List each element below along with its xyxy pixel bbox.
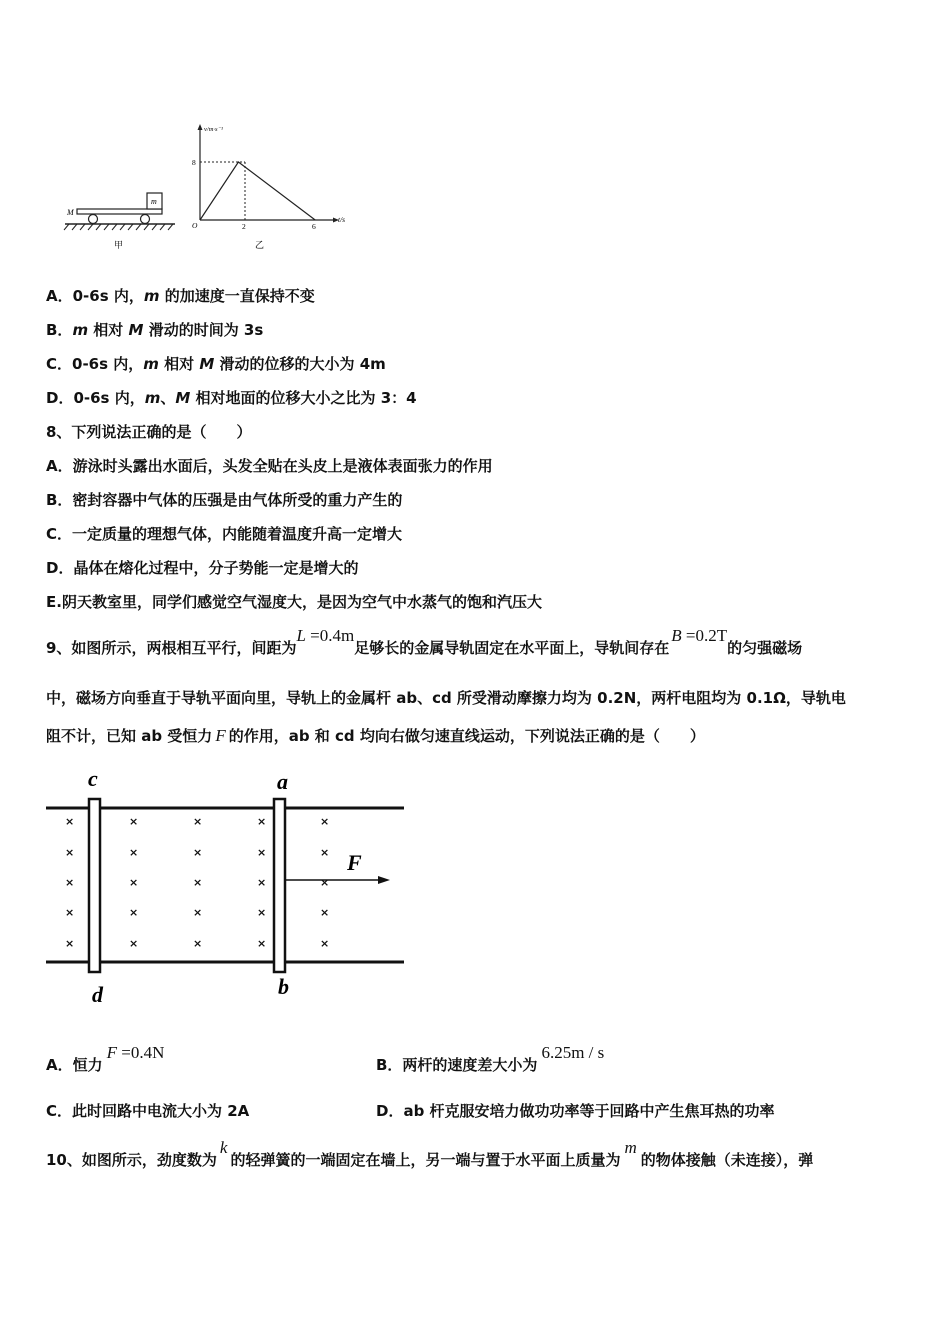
ground-hatch (64, 224, 173, 230)
label-m: m (151, 197, 157, 206)
q9-option-a: A．恒力F =0.4N (46, 1043, 165, 1074)
field-x: × (320, 815, 330, 828)
rod-cd (89, 799, 100, 972)
y-axis-label: v/m·s⁻¹ (204, 126, 223, 133)
label-d: d (92, 982, 103, 1007)
x-axis-label: t/s (338, 215, 346, 224)
force-label-F: F (347, 850, 362, 875)
field-x: × (65, 815, 75, 828)
q7-option-b: B．m 相对 M 滑动的时间为 3s (46, 321, 264, 339)
magnetic-field-marks (65, 815, 329, 950)
tick-y-8: 8 (192, 158, 196, 167)
tick-x-6: 6 (312, 222, 316, 231)
rod-ab (274, 799, 285, 972)
q8-option-d: D．晶体在熔化过程中，分子势能一定是增大的 (46, 559, 359, 577)
field-x: × (320, 937, 330, 950)
field-x: × (129, 876, 139, 889)
q7-option-d: D．0-6s 内，m、M 相对地面的位移大小之比为 3：4 (46, 389, 417, 407)
figure-7 (55, 118, 365, 258)
field-x: × (129, 846, 139, 859)
field-x: × (65, 876, 75, 889)
label-M: M (67, 208, 74, 217)
q7-option-a: A．0-6s 内，m 的加速度一直保持不变 (46, 287, 315, 305)
field-x: × (65, 846, 75, 859)
q7-option-c: C．0-6s 内，m 相对 M 滑动的位移的大小为 4m (46, 355, 386, 373)
q8-option-e: E.阴天教室里，同学们感觉空气湿度大，是因为空气中水蒸气的饱和汽压大 (46, 593, 542, 611)
field-x: × (320, 906, 330, 919)
q8-option-a: A．游泳时头露出水面后，头发全贴在头皮上是液体表面张力的作用 (46, 457, 493, 475)
field-x: × (193, 876, 203, 889)
q8-option-c: C．一定质量的理想气体，内能随着温度升高一定增大 (46, 525, 403, 543)
figure-yi-chart (192, 124, 345, 251)
vt-line (200, 162, 315, 220)
field-x: × (257, 906, 267, 919)
field-x: × (257, 937, 267, 950)
label-c: c (88, 766, 98, 791)
label-b: b (278, 974, 289, 999)
q8-option-b: B．密封容器中气体的压强是由气体所受的重力产生的 (46, 491, 403, 509)
label-a: a (277, 769, 288, 794)
field-x: × (193, 937, 203, 950)
field-x: × (193, 815, 203, 828)
q9-option-d: D．ab 杆克服安培力做功功率等于回路中产生焦耳热的功率 (376, 1102, 775, 1120)
field-x: × (129, 815, 139, 828)
field-x: × (129, 937, 139, 950)
tick-x-2: 2 (242, 222, 246, 231)
q9-stem-line1: 9、如图所示，两根相互平行，间距为L =0.4m足够长的金属导轨固定在水平面上，导轨间存在B =0.2T的匀强磁场 (46, 626, 803, 657)
force-arrow-head (378, 876, 390, 884)
label-jia: 甲 (114, 241, 124, 251)
field-x: × (320, 876, 330, 889)
y-axis-arrow (198, 124, 203, 130)
field-x: × (65, 937, 75, 950)
figure-9-rails (40, 762, 420, 1012)
q8-stem: 8、下列说法正确的是（ ） (46, 423, 252, 441)
q9-option-c: C．此时回路中电流大小为 2A (46, 1102, 250, 1120)
field-x: × (65, 906, 75, 919)
field-x: × (193, 846, 203, 859)
q9-stem-line3: 阻不计，已知 ab 受恒力 F 的作用，ab 和 cd 均向右做匀速直线运动，下列说法正确的是（ ） (46, 726, 705, 745)
wheel-right (141, 215, 150, 224)
field-x: × (129, 906, 139, 919)
q10-stem-line1: 10、如图所示，劲度数为k的轻弹簧的一端固定在墙上，另一端与置于水平面上质量为m的物体接触（未连接），弹 (46, 1138, 814, 1169)
figure-jia (64, 193, 175, 251)
q9-option-b: B．两杆的速度差大小为6.25m / s (376, 1043, 605, 1074)
field-x: × (257, 876, 267, 889)
wheel-left (89, 215, 98, 224)
board-M (77, 209, 162, 214)
label-yi: 乙 (255, 241, 265, 251)
tick-origin: O (192, 221, 198, 230)
field-x: × (193, 906, 203, 919)
field-x: × (257, 815, 267, 828)
field-x: × (320, 846, 330, 859)
q9-stem-line2: 中，磁场方向垂直于导轨平面向里，导轨上的金属杆 ab、cd 所受滑动摩擦力均为 0.2N，两杆电阻均为 0.1Ω，导轨电 (46, 689, 846, 707)
field-x: × (257, 846, 267, 859)
